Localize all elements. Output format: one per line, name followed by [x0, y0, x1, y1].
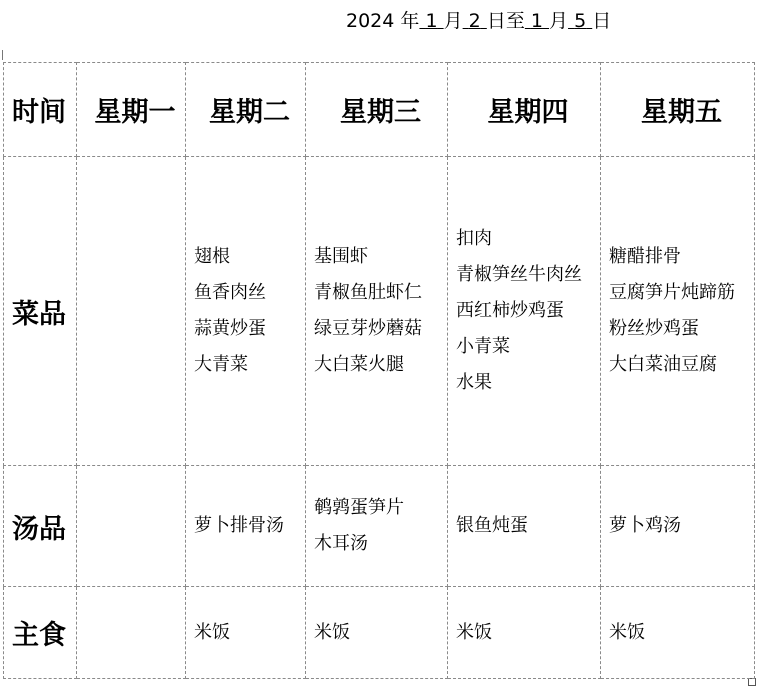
header-tuesday: 星期二: [186, 63, 306, 157]
cell-wednesday: [306, 157, 448, 466]
menu-item: 米饭: [194, 621, 230, 643]
cell-friday: [601, 466, 755, 587]
row-label: 菜品: [4, 157, 77, 466]
staple-row: [4, 587, 755, 679]
month-char-1: 月: [443, 10, 463, 32]
cell-monday: [77, 587, 186, 679]
row-label: 汤品: [4, 466, 77, 587]
cell-monday: [77, 466, 186, 587]
menu-item: 萝卜排骨汤: [194, 515, 284, 536]
menu-item: 大白菜火腿: [314, 354, 404, 375]
cell-wednesday: [306, 587, 448, 679]
resize-handle: [748, 678, 756, 686]
year: 2024: [346, 10, 395, 32]
menu-item: 绿豆芽炒蘑菇: [314, 318, 422, 339]
cell-tuesday: [186, 157, 306, 466]
menu-item: 银鱼炖蛋: [456, 515, 528, 536]
header-time: 时间: [4, 63, 77, 157]
header-row: [4, 63, 755, 157]
end-month: 1: [530, 10, 543, 32]
cell-thursday: [448, 466, 601, 587]
menu-item: 米饭: [314, 621, 350, 643]
menu-item: 木耳汤: [314, 533, 368, 554]
menu-item: 米饭: [456, 621, 492, 643]
menu-item: 粉丝炒鸡蛋: [609, 318, 699, 339]
menu-item: 基围虾: [314, 246, 368, 267]
menu-item: 鱼香肉丝: [194, 282, 266, 303]
cell-tuesday: [186, 466, 306, 587]
cell-tuesday: [186, 587, 306, 679]
start-month: 1: [425, 10, 438, 32]
day-char-1: 日: [486, 10, 506, 32]
margin-marker: [2, 50, 3, 60]
cell-friday: [601, 157, 755, 466]
row-label: 主食: [4, 587, 77, 679]
start-day: 2: [468, 10, 481, 32]
cell-thursday: [448, 157, 601, 466]
menu-item: 水果: [456, 372, 492, 393]
header-monday: 星期一: [77, 63, 186, 157]
menu-item: 扣肉: [456, 228, 492, 249]
menu-item: 翅根: [194, 246, 230, 267]
menu-item: 糖醋排骨: [609, 246, 681, 267]
menu-item: 小青菜: [456, 336, 510, 357]
cell-wednesday: [306, 466, 448, 587]
cell-friday: [601, 587, 755, 679]
menu-item: 大白菜油豆腐: [609, 354, 717, 375]
to-char: 至: [505, 10, 525, 32]
weekly-menu-table: [3, 62, 755, 679]
menu-item: 萝卜鸡汤: [609, 515, 681, 536]
menu-item: 大青菜: [194, 354, 248, 375]
year-char: 年: [400, 10, 420, 32]
menu-item: 西红柿炒鸡蛋: [456, 300, 564, 321]
cell-monday: [77, 157, 186, 466]
month-char-2: 月: [549, 10, 569, 32]
end-day: 5: [574, 10, 587, 32]
soup-row: [4, 466, 755, 587]
dishes-row: [4, 157, 755, 466]
date-range: [346, 6, 611, 33]
menu-item: 鹌鹑蛋笋片: [314, 497, 404, 518]
menu-item: 豆腐笋片炖蹄筋: [609, 282, 735, 303]
cell-thursday: [448, 587, 601, 679]
menu-item: 青椒笋丝牛肉丝: [456, 264, 582, 285]
header-thursday: 星期四: [448, 63, 601, 157]
menu-item: 米饭: [609, 621, 645, 643]
day-char-2: 日: [592, 10, 612, 32]
menu-item: 青椒鱼肚虾仁: [314, 282, 422, 303]
menu-item: 蒜黄炒蛋: [194, 318, 266, 339]
header-friday: 星期五: [601, 63, 755, 157]
header-wednesday: 星期三: [306, 63, 448, 157]
